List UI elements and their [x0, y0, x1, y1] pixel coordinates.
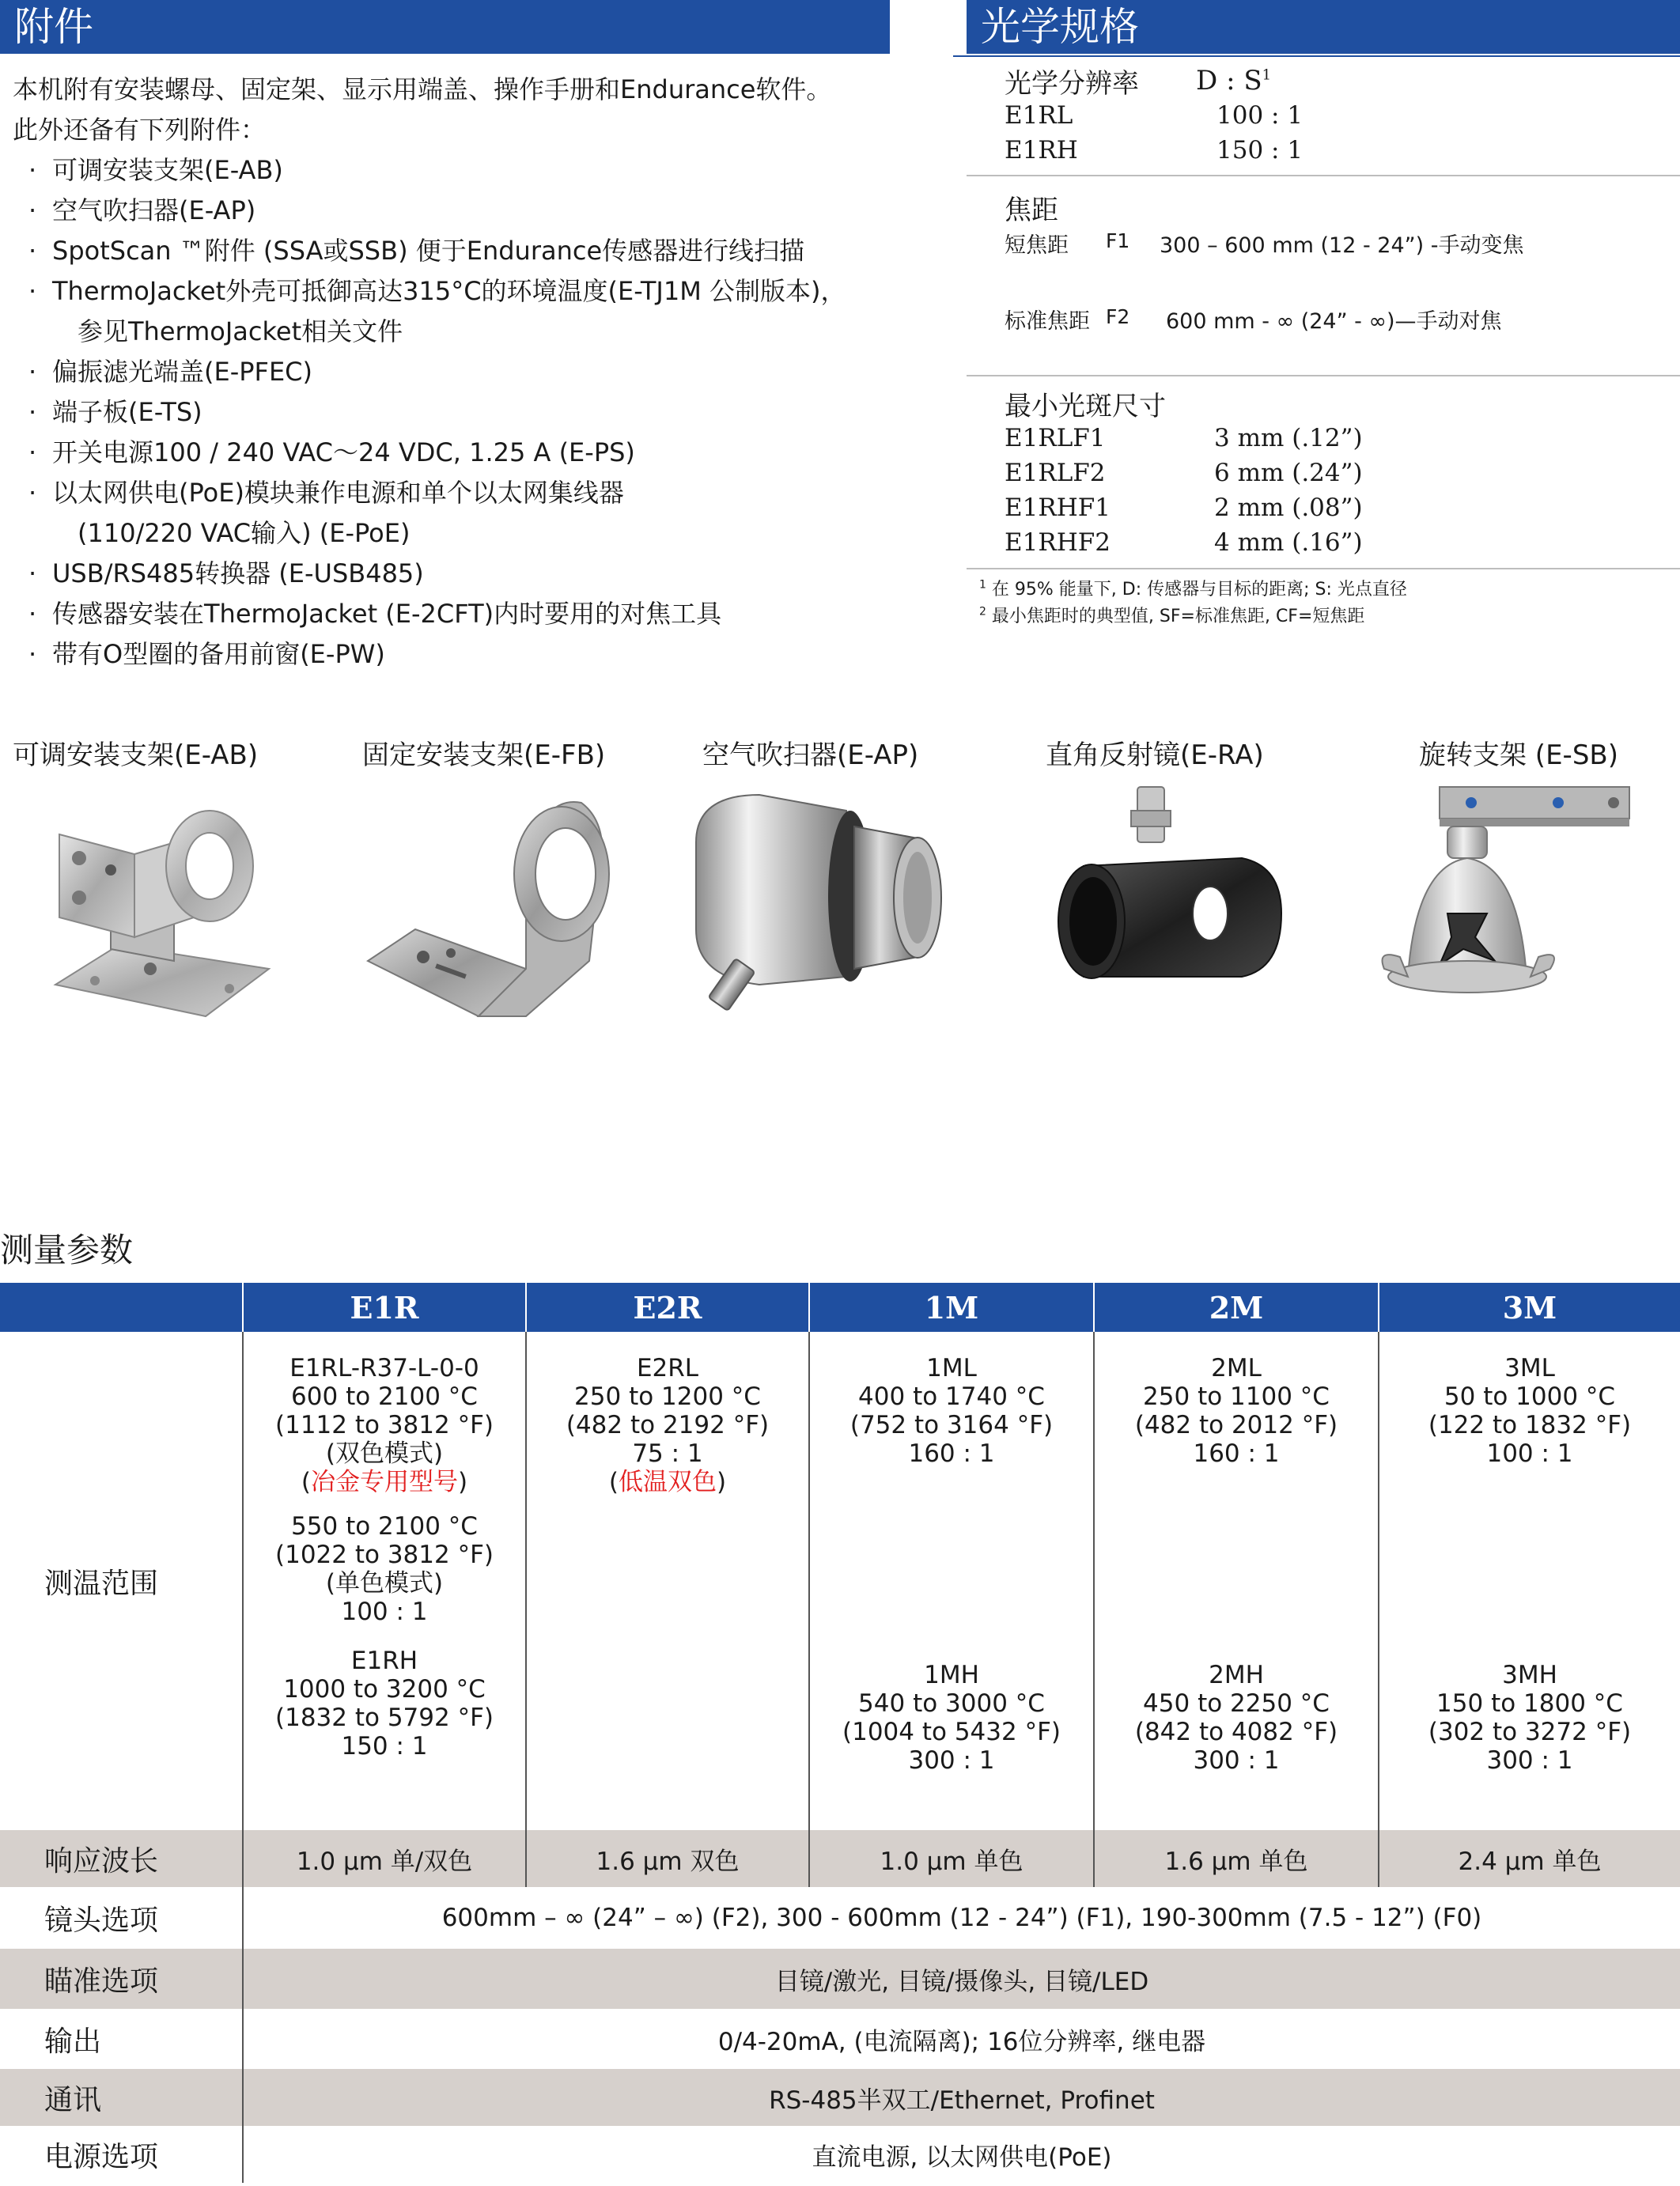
resolution-row: E1RL	[1005, 101, 1073, 130]
swivel-mount-image	[1376, 779, 1637, 1016]
comm-value: RS-485半双工/Ethernet, Profinet	[243, 2069, 1680, 2126]
power-value: 直流电源, 以太网供电(PoE)	[243, 2126, 1680, 2183]
accessory-item-continued: 参见ThermoJacket相关文件	[78, 316, 403, 346]
wavelength-2m: 1.6 µm 单色	[1094, 1830, 1379, 1887]
aim-label: 瞄准选项	[0, 1949, 243, 2009]
e1r-metallurgy-note: (冶金专用型号)	[301, 1468, 468, 1496]
focus-code: F2	[1106, 305, 1130, 328]
accessories-list	[13, 70, 867, 675]
spec-header-2m: 2M	[1094, 1283, 1379, 1332]
optics-divider	[967, 568, 1680, 569]
comm-row	[0, 2069, 1680, 2126]
wavelength-3m: 2.4 µm 单色	[1379, 1830, 1680, 1887]
spot-row: E1RLF1	[1005, 424, 1106, 452]
accessory-item: · 偏振滤光端盖(E-PFEC)	[13, 352, 867, 392]
optics-divider	[967, 175, 1680, 176]
optics-title: 光学规格	[981, 4, 1139, 50]
spec-header-e2r: E2R	[526, 1283, 809, 1332]
focus-code: F1	[1106, 229, 1130, 252]
range-row	[0, 1332, 1680, 1830]
accessory-item: · 端子板(E-TS)	[13, 392, 867, 433]
accessories-intro-1: 本机附有安装螺母、固定架、显示用端盖、操作手册和Endurance软件。	[13, 74, 832, 104]
accessory-item: · 带有O型圈的备用前窗(E-PW)	[13, 634, 867, 675]
focus-value: 600 mm - ∞ (24” - ∞)—手动对焦	[1166, 309, 1502, 334]
focus-value: 300 – 600 mm (12 - 24”) -手动变焦	[1160, 233, 1524, 258]
air-purge-image	[688, 779, 949, 1040]
output-label: 输出	[44, 2025, 102, 2058]
photo-label-fixed-bracket: 固定安装支架(E-FB)	[362, 739, 606, 771]
resolution-unit: D : $S^1$	[1196, 65, 1272, 96]
accessory-item: · USB/RS485转换器 (E-USB485)	[13, 554, 867, 594]
accessory-item: · SpotScan ™附件 (SSA或SSB) 便于Endurance传感器进行线扫描	[13, 231, 867, 271]
range-2m: 2ML 250 to 1100 °C (482 to 2012 °F) 160 : 1 2MH 450 to 2250 °C (842 to 4082 °F) 300 : 1	[1094, 1332, 1379, 1830]
spot-value: 2 mm (.08”)	[1214, 494, 1363, 522]
range-1m: 1ML 400 to 1740 °C (752 to 3164 °F) 160 : 1 1MH 540 to 3000 °C (1004 to 5432 °F) 300 : 1	[809, 1332, 1094, 1830]
wavelength-1m: 1.0 µm 单色	[809, 1830, 1094, 1887]
range-e2r: E2RL 250 to 1200 °C (482 to 2192 °F) 75 : 1 (低温双色)	[526, 1332, 809, 1830]
resolution-label: 光学分辨率	[1005, 68, 1139, 100]
e2r-low-temp-note: (低温双色)	[608, 1468, 727, 1496]
range-label: 测温范围	[44, 1567, 159, 1600]
output-row	[0, 2009, 1680, 2069]
comm-label: 通讯	[0, 2069, 243, 2126]
wavelength-e2r: 1.6 µm 双色	[526, 1830, 809, 1887]
accessory-item: · 可调安装支架(E-AB)	[13, 150, 867, 191]
focus-row: 短焦距	[1005, 233, 1069, 258]
spot-value: 3 mm (.12”)	[1214, 424, 1363, 452]
spot-value: 6 mm (.24”)	[1214, 459, 1363, 487]
wavelength-e1r: 1.0 µm 单/双色	[243, 1830, 526, 1887]
accessory-item: · 传感器安装在ThermoJacket (E-2CFT)内时要用的对焦工具	[13, 594, 867, 634]
optics-divider	[967, 375, 1680, 376]
optics-header-underline	[953, 55, 1680, 57]
accessory-item: · 空气吹扫器(E-AP)	[13, 191, 867, 231]
lens-label: 镜头选项	[44, 1904, 159, 1937]
spot-row: E1RHF2	[1005, 528, 1111, 557]
accessory-item-continued: (110/220 VAC输入) (E-PoE)	[78, 518, 411, 548]
adjustable-bracket-image	[47, 779, 285, 1040]
fixed-bracket-image	[360, 779, 613, 1040]
spec-header-empty	[0, 1283, 243, 1332]
resolution-value: 150 : 1	[1216, 136, 1304, 165]
photo-label-right-angle-mirror: 直角反射镜(E-RA)	[1046, 739, 1264, 771]
spec-header-3m: 3M	[1379, 1283, 1680, 1332]
measure-title: 测量参数	[0, 1231, 134, 1269]
wavelength-label: 响应波长	[0, 1830, 243, 1887]
focus-label: 焦距	[1005, 195, 1058, 226]
spot-row: E1RHF1	[1005, 494, 1111, 522]
aim-row	[0, 1949, 1680, 2009]
spot-row: E1RLF2	[1005, 459, 1106, 487]
accessories-intro-2: 此外还备有下列附件：	[13, 115, 267, 145]
spec-header-row	[0, 1283, 1680, 1332]
photo-label-swivel-mount: 旋转支架 (E-SB)	[1419, 739, 1618, 771]
resolution-value: 100 : 1	[1216, 101, 1304, 130]
range-e1r: E1RL-R37-L-0-0 600 to 2100 °C (1112 to 3812 °F) (双色模式) (冶金专用型号) 550 to 2100 °C (1022 to 3812 °F) (单色模式) 100 : 1 E1RH 1000 to 3200 °C (1832 to 5792 °F) 150 : 1	[243, 1332, 526, 1830]
lens-value: 600mm – ∞ (24” – ∞) (F2), 300 - 600mm (12 - 24”) (F1), 190-300mm (7.5 - 12”) (F0)	[243, 1887, 1680, 1949]
optics-header	[967, 0, 1680, 54]
power-label: 电源选项	[44, 2140, 159, 2173]
accessories-title: 附件	[14, 4, 93, 50]
accessories-header	[0, 0, 890, 54]
accessory-item: · ThermoJacket外壳可抵御高达315°C的环境温度(E-TJ1M 公制版本)，	[13, 271, 867, 312]
lens-row	[0, 1887, 1680, 1949]
range-3m: 3ML 50 to 1000 °C (122 to 1832 °F) 100 : 1 3MH 150 to 1800 °C (302 to 3272 °F) 300 : 1	[1379, 1332, 1680, 1830]
spot-value: 4 mm (.16”)	[1214, 528, 1363, 557]
focus-row: 标准焦距	[1005, 309, 1090, 334]
aim-value: 目镜/激光, 目镜/摄像头, 目镜/LED	[243, 1949, 1680, 2009]
footnote: $^1$ 在 95% 能量下, D: 传感器与目标的距离; S: 光点直径	[979, 578, 1407, 599]
spec-header-1m: 1M	[809, 1283, 1094, 1332]
output-value: 0/4-20mA, (电流隔离); 16位分辨率, 继电器	[243, 2009, 1680, 2069]
accessory-item: · 开关电源100 / 240 VAC～24 VDC, 1.25 A (E-PS)	[13, 433, 867, 473]
accessory-item: · 以太网供电(PoE)模块兼作电源和单个以太网集线器	[13, 473, 867, 513]
spot-label: 最小光斑尺寸	[1005, 391, 1166, 422]
resolution-row: E1RH	[1005, 136, 1078, 165]
wavelength-row	[0, 1830, 1680, 1887]
power-row	[0, 2126, 1680, 2183]
spec-header-e1r: E1R	[243, 1283, 526, 1332]
right-angle-mirror-image	[1052, 779, 1289, 1040]
photo-label-air-purge: 空气吹扫器(E-AP)	[702, 739, 919, 771]
footnote: $^2$ 最小焦距时的典型值, SF=标准焦距, CF=短焦距	[979, 605, 1365, 626]
photo-label-adjustable-bracket: 可调安装支架(E-AB)	[13, 739, 259, 771]
spec-table	[0, 1283, 1680, 2183]
